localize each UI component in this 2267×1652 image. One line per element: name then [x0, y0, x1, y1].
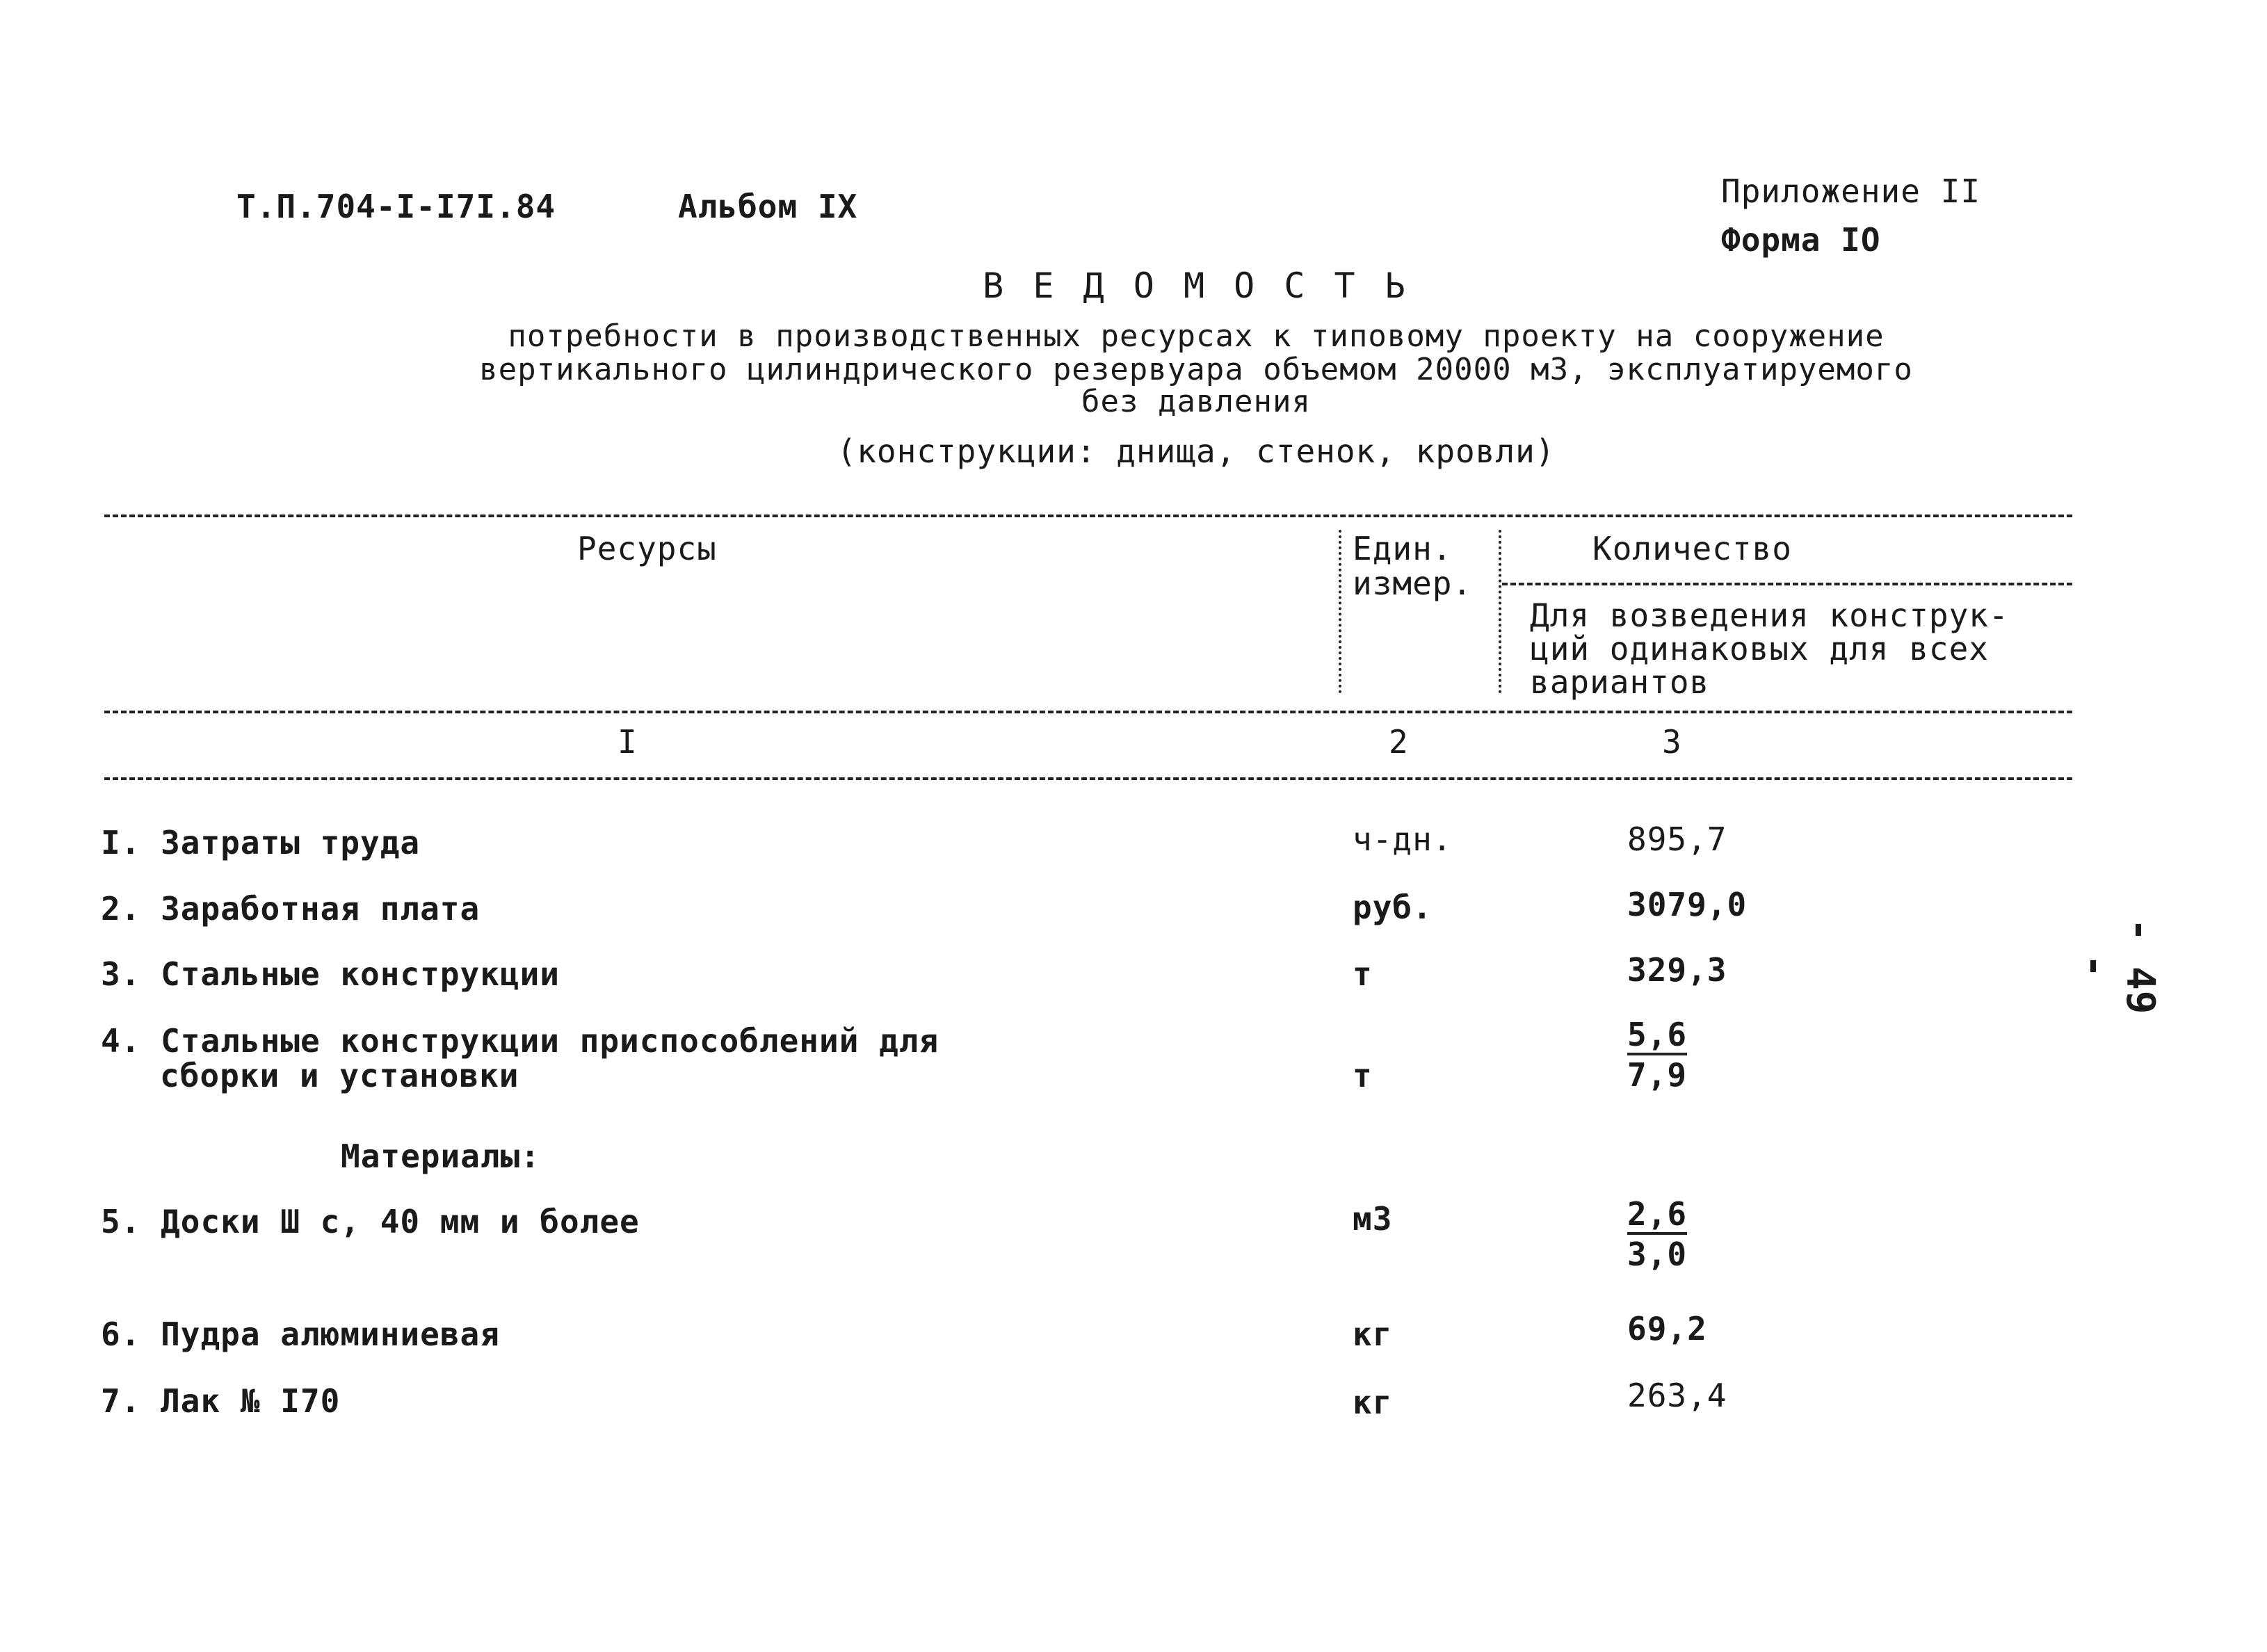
- row-3-name: 3. Стальные конструкции: [101, 955, 560, 993]
- row-1-unit: ч-дн.: [1353, 820, 1453, 858]
- column-header-quantity-sub-1: Для возведения конструк-: [1530, 597, 2009, 634]
- title-line-2: вертикального цилиндрического резервуара объемом 20000 м3, эксплуатируемого: [479, 352, 1913, 387]
- row-2-unit: руб.: [1353, 889, 1433, 926]
- header-bottom-rule: [104, 711, 2072, 713]
- row-4-value: [1627, 1017, 1687, 1093]
- row-4-name-line-2: сборки и установки: [160, 1057, 519, 1094]
- row-4-unit: т: [1353, 1057, 1373, 1094]
- row-6-name: 6. Пудра алюминиевая: [101, 1315, 500, 1353]
- row-5-value-denominator: 3,0: [1627, 1236, 1688, 1273]
- column-divider-2: [1499, 530, 1501, 693]
- appendix-label: Приложение II: [1721, 172, 1981, 210]
- column-divider-1: [1339, 530, 1341, 693]
- row-5-unit: м3: [1353, 1200, 1393, 1238]
- row-6-value: 69,2: [1627, 1310, 1707, 1347]
- row-5-value: [1627, 1196, 1687, 1272]
- row-4-value-numerator: 5,6: [1627, 1017, 1687, 1055]
- page-number: - 49 -: [2072, 918, 2163, 1015]
- table-top-rule: [104, 515, 2072, 517]
- title-line-1: потребности в производственных ресурсах к типовому проекту на сооружение: [508, 318, 1885, 354]
- column-number-2: 2: [1389, 723, 1409, 761]
- column-header-quantity-sub-3: вариантов: [1530, 663, 1710, 701]
- document-title: В Е Д О М О С Т Ь: [983, 266, 1410, 306]
- row-2-name: 2. Заработная плата: [101, 890, 481, 928]
- form-label: Форма IO: [1721, 221, 1881, 259]
- column-number-1: I: [618, 723, 638, 761]
- row-3-value: 329,3: [1627, 951, 1727, 989]
- row-1-name: I. Затраты труда: [101, 824, 421, 861]
- row-5-value-numerator: 2,6: [1627, 1196, 1687, 1235]
- row-2-value: 3079,0: [1627, 886, 1748, 923]
- row-3-unit: т: [1353, 955, 1373, 993]
- quantity-sub-rule: [1502, 583, 2072, 585]
- title-line-3: без давления: [1081, 384, 1311, 419]
- column-number-3: 3: [1662, 723, 1682, 761]
- row-1-value: 895,7: [1627, 820, 1727, 858]
- row-6-unit: кг: [1353, 1315, 1393, 1353]
- row-7-unit: кг: [1353, 1384, 1393, 1421]
- column-header-quantity: Количество: [1592, 530, 1792, 567]
- title-line-4: (конструкции: днища, стенок, кровли): [837, 432, 1556, 470]
- album-label: Альбом IX: [678, 188, 858, 225]
- column-header-resources: Ресурсы: [577, 530, 717, 567]
- row-4-value-denominator: 7,9: [1627, 1056, 1688, 1094]
- column-header-unit-1: Един.: [1353, 530, 1453, 567]
- section-materials: Материалы:: [341, 1137, 540, 1175]
- row-7-name: 7. Лак № I70: [101, 1382, 341, 1420]
- row-7-value: 263,4: [1627, 1377, 1727, 1414]
- row-4-name-line-1: 4. Стальные конструкции приспособлений для: [101, 1022, 939, 1060]
- column-header-unit-2: измер.: [1353, 565, 1473, 602]
- document-code: Т.П.704-I-I7I.84: [236, 188, 556, 225]
- row-5-name: 5. Доски Ш с, 40 мм и более: [101, 1203, 640, 1240]
- column-number-rule: [104, 777, 2072, 780]
- column-header-quantity-sub-2: ций одинаковых для всех: [1530, 630, 1989, 667]
